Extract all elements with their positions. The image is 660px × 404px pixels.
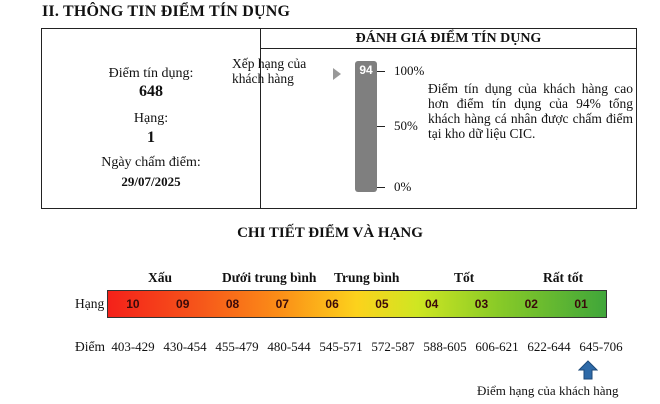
percentile-value: 94 (359, 63, 373, 77)
rank-cell: 08 (225, 297, 240, 311)
category-label: Xấu (148, 270, 173, 285)
score-range: 622-644 (527, 339, 571, 354)
score-range: 455-479 (215, 339, 259, 354)
category-label: Rất tốt (543, 270, 584, 285)
detail-title: CHI TIẾT ĐIỂM VÀ HẠNG (237, 225, 423, 241)
rank-cell: 02 (524, 297, 538, 311)
score-range: 545-571 (319, 339, 363, 354)
tick-100-label: 100% (394, 63, 425, 78)
rank-cell: 05 (375, 297, 389, 311)
tick-0 (377, 187, 385, 188)
customer-rank-caption: Xếp hạng của khách hàng (232, 56, 307, 86)
header-divider (261, 48, 636, 49)
assessment-description: Điểm tín dụng của khách hàng cao hơn điểm tín dụng của 94% tổng khách hàng cá nhân được chấm điểm tại kho dữ liệu CIC. (428, 81, 633, 141)
score-range: 572-587 (371, 339, 415, 354)
arrow-right-icon (333, 68, 341, 80)
rank-label: Hạng: (133, 111, 169, 126)
rank-cell: 01 (574, 297, 588, 311)
tick-50 (377, 126, 385, 127)
category-label: Dưới trung bình (222, 270, 317, 285)
tick-100 (377, 71, 385, 72)
arrow-up-icon (578, 360, 598, 380)
category-label: Tốt (454, 270, 475, 285)
assessment-header: ĐÁNH GIÁ ĐIỂM TÍN DỤNG (355, 31, 542, 46)
score-ranges (107, 339, 627, 355)
category-label: Trung bình (334, 270, 400, 285)
rank-cell: 06 (325, 297, 339, 311)
rank-cell: 10 (126, 297, 140, 311)
rank-cell: 04 (425, 297, 439, 311)
score-range: 430-454 (163, 339, 207, 354)
percentile-bar (355, 61, 377, 192)
date-value: 29/07/2025 (121, 174, 181, 189)
score-range: 403-429 (111, 339, 155, 354)
score-range: 480-544 (267, 339, 311, 354)
credit-score-box (41, 28, 637, 209)
tick-0-label: 0% (394, 179, 412, 194)
score-label: Điểm tín dụng: (108, 66, 194, 81)
tick-50-label: 50% (394, 118, 418, 133)
rank-cell: 09 (176, 297, 190, 311)
score-range: 645-706 (579, 339, 623, 354)
score-value: 648 (139, 83, 163, 100)
rank-cell: 03 (474, 297, 489, 311)
customer-marker-caption: Điểm hạng của khách hàng (477, 383, 619, 398)
rank-value: 1 (147, 129, 155, 146)
score-range: 606-621 (475, 339, 519, 354)
rank-gradient-bar (107, 290, 607, 318)
rank-cell: 07 (275, 297, 289, 311)
score-row-label: Điểm (75, 339, 105, 354)
score-range: 588-605 (423, 339, 467, 354)
date-label: Ngày chấm điểm: (101, 155, 201, 170)
section-title: II. THÔNG TIN ĐIỂM TÍN DỤNG (42, 3, 291, 20)
rank-row-label: Hạng (75, 296, 105, 311)
